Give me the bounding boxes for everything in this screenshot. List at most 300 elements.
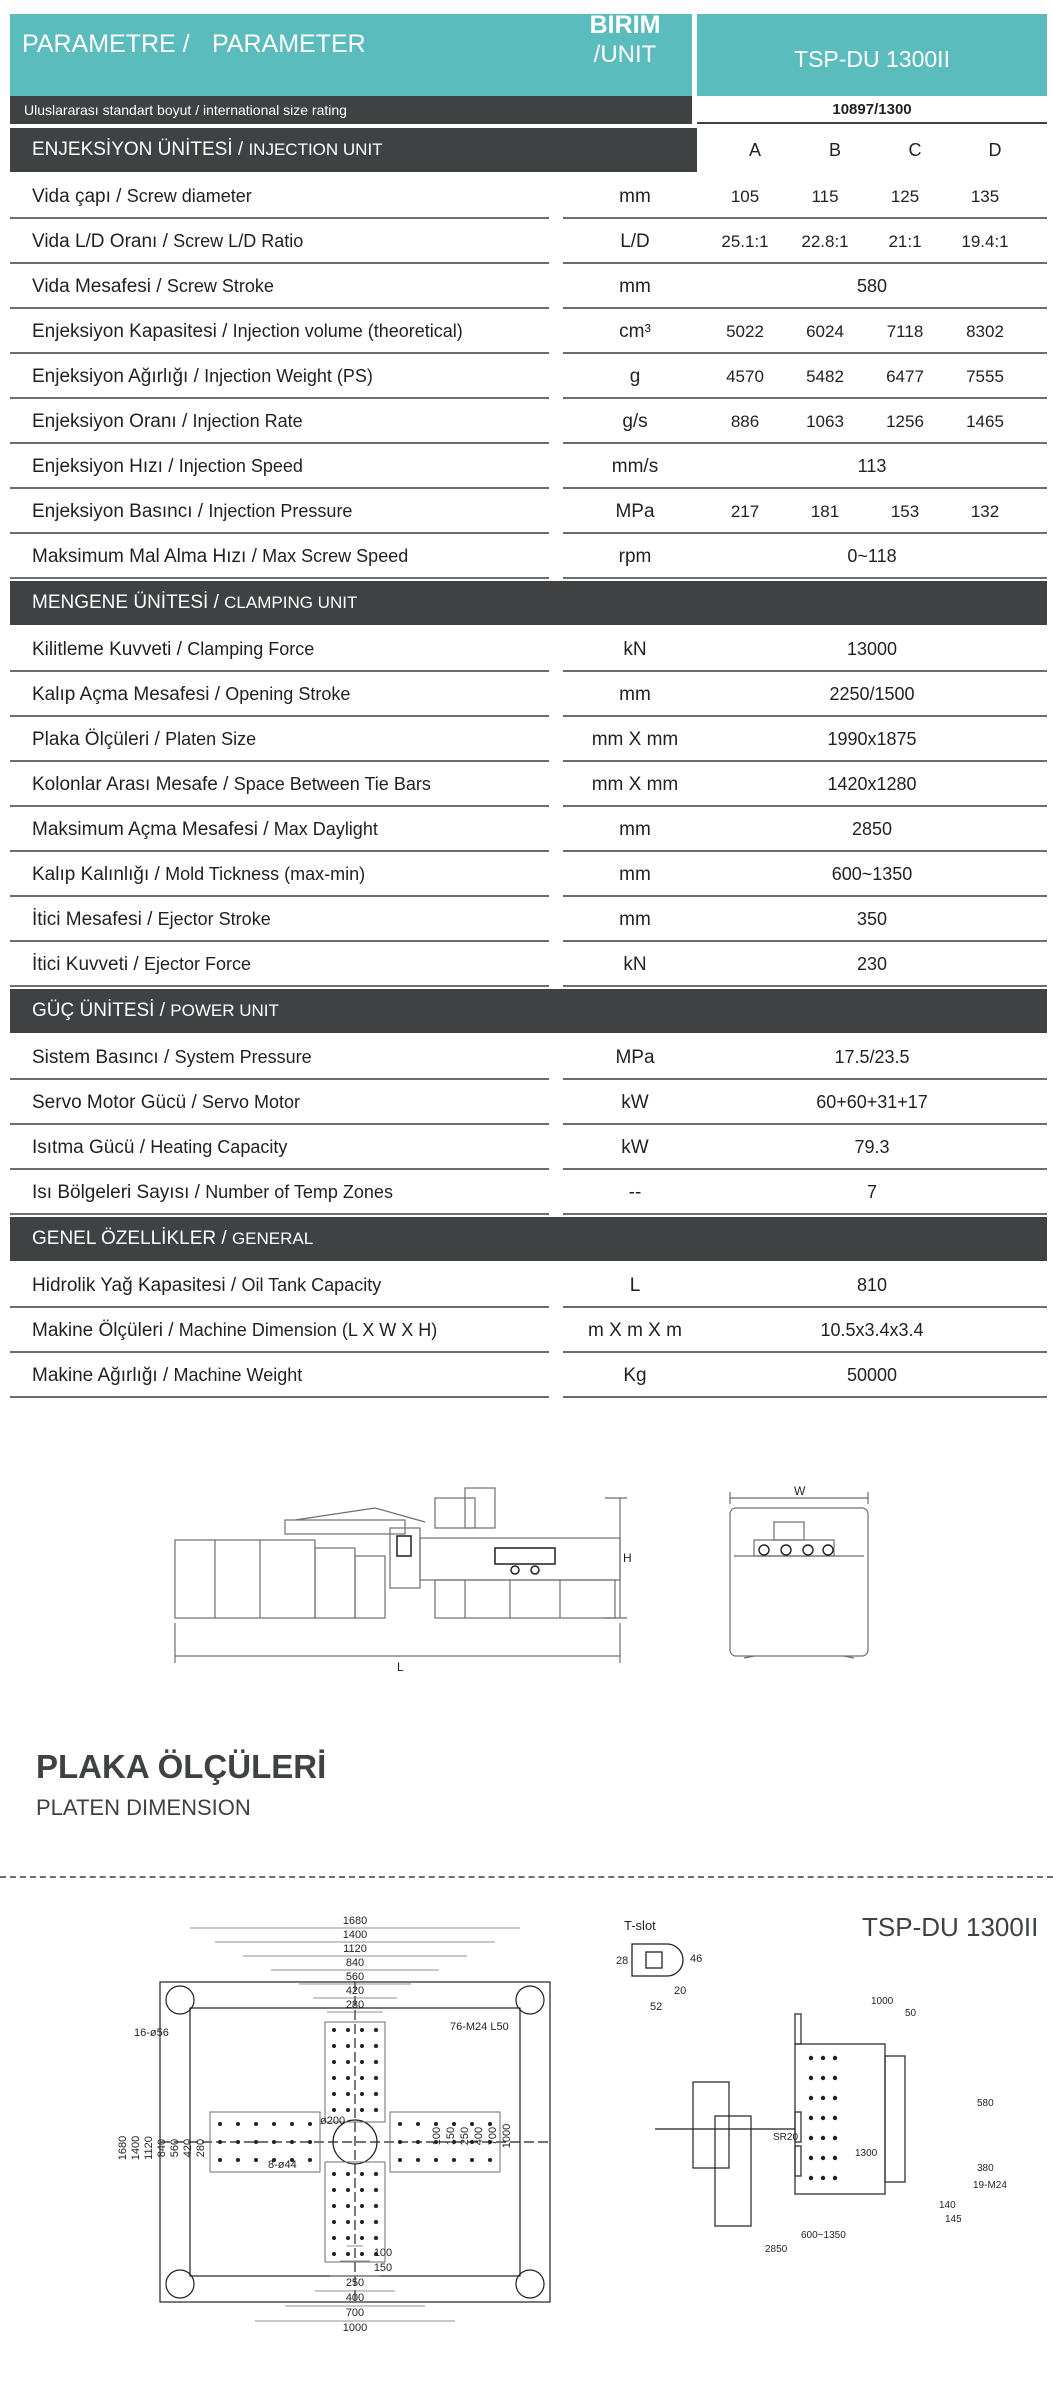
bolt-hole	[488, 2158, 492, 2162]
dim-top-label: 1120	[343, 1943, 367, 1955]
bolt-hole	[374, 2204, 378, 2208]
section-clamping	[10, 581, 1047, 625]
bolt-hole	[452, 2158, 456, 2162]
side-hole	[821, 2096, 825, 2100]
dim-right-label: 400	[473, 2126, 485, 2146]
side-hole	[821, 2056, 825, 2060]
row-value: 0~118	[847, 546, 897, 566]
dim-top-label: 840	[345, 1957, 365, 1969]
platen-title: PLAKA ÖLÇÜLERİ	[36, 1748, 327, 1785]
bolt-hole	[332, 2220, 336, 2224]
side-hole	[809, 2176, 813, 2180]
side-hole	[821, 2116, 825, 2120]
bolt-hole	[346, 2092, 350, 2096]
spec-row	[10, 897, 1047, 942]
side-hole	[809, 2056, 813, 2060]
dim-left-label: 280	[195, 2138, 207, 2158]
bolt-hole	[332, 2236, 336, 2240]
row-label-en: Injection volume (theoretical)	[232, 321, 463, 341]
row-divider	[563, 1396, 699, 1398]
row-label-tr: İtici Mesafesi	[32, 909, 142, 930]
section-injection	[10, 128, 1047, 172]
row-value: 886	[730, 412, 760, 431]
side-hole	[821, 2176, 825, 2180]
bolt-hole	[360, 2028, 364, 2032]
section-title: MENGENE ÜNİTESİ / CLAMPING UNIT	[32, 592, 358, 613]
bolt-hole	[346, 2108, 350, 2112]
row-unit: g/s	[622, 411, 648, 432]
row-value: 115	[811, 187, 839, 206]
side-dim: 140	[939, 2200, 956, 2211]
row-unit: kW	[621, 1092, 649, 1113]
bolt-hole	[346, 2028, 350, 2032]
bolt-hole	[308, 2122, 312, 2126]
platen-note: 8-ø44	[268, 2159, 297, 2171]
bolt-hole	[360, 2220, 364, 2224]
dim-left-label: 1120	[143, 2136, 155, 2160]
bolt-hole	[416, 2158, 420, 2162]
row-label-tr: Isıtma Gücü	[32, 1137, 135, 1158]
bolt-hole	[346, 2172, 350, 2176]
bolt-hole	[434, 2158, 438, 2162]
side-dim: 50	[905, 2008, 917, 2019]
row-label-tr: Maksimum Açma Mesafesi	[32, 819, 258, 840]
row-label: Vida L/D Oranı / Screw L/D Ratio	[32, 231, 304, 252]
dim-top-label: 560	[345, 1971, 365, 1983]
row-label-en: Screw L/D Ratio	[173, 231, 304, 251]
row-label-en: Injection Speed	[178, 456, 303, 476]
row-label: Enjeksiyon Oranı / Injection Rate	[32, 411, 303, 432]
row-value: 19.4:1	[961, 232, 1009, 251]
row-label-tr: Servo Motor Gücü	[32, 1092, 187, 1113]
dim-right-label: 150	[445, 2126, 457, 2146]
dim-top-label: 1680	[342, 1915, 368, 1927]
spec-row	[10, 852, 1047, 897]
row-label: Servo Motor Gücü / Servo Motor	[32, 1092, 301, 1113]
side-dim: 19-M24	[973, 2180, 1007, 2191]
size-rating-label: Uluslararası standart boyut / international size rating	[10, 96, 692, 124]
dim-left-label: 840	[156, 2138, 168, 2158]
row-unit: mm X mm	[591, 729, 679, 750]
bolt-hole	[374, 2172, 378, 2176]
row-label-tr: Kalıp Kalınlığı	[32, 864, 150, 885]
row-label-tr: Isı Bölgeleri Sayısı	[32, 1182, 190, 1203]
bolt-hole	[218, 2140, 222, 2144]
spec-row	[10, 1125, 1047, 1170]
dim-right-label: 250	[459, 2126, 471, 2146]
platen-subtitle: PLATEN DIMENSION	[36, 1795, 251, 1820]
bolt-hole	[346, 2204, 350, 2208]
row-value: 13000	[846, 639, 898, 659]
row-label: Sistem Basıncı / System Pressure	[32, 1047, 312, 1068]
bolt-hole	[398, 2140, 402, 2144]
section-title: GÜÇ ÜNİTESİ / POWER UNIT	[32, 1000, 279, 1021]
dim-right-label: 1000	[501, 2123, 513, 2149]
row-divider	[697, 1213, 1047, 1215]
row-label-en: Machine Dimension (L X W X H)	[178, 1320, 438, 1340]
spec-row	[10, 1263, 1047, 1308]
spec-row	[10, 444, 1047, 489]
side-hole	[833, 2096, 837, 2100]
section-title: ENJEKSİYON ÜNİTESİ / INJECTION UNIT	[32, 139, 383, 160]
bolt-hole	[360, 2108, 364, 2112]
side-hole	[809, 2136, 813, 2140]
header-param-tr: PARAMETRE /	[22, 30, 190, 58]
row-label: Kalıp Açma Mesafesi / Opening Stroke	[32, 684, 351, 705]
spec-row	[10, 1035, 1047, 1080]
row-label-tr: Enjeksiyon Ağırlığı	[32, 366, 189, 387]
bolt-hole	[360, 2092, 364, 2096]
section-title-en: GENERAL	[231, 1229, 314, 1248]
row-label: Kalıp Kalınlığı / Mold Tickness (max-min)	[32, 864, 366, 885]
row-label-en: Injection Weight (PS)	[204, 366, 373, 386]
bolt-hole	[346, 2060, 350, 2064]
row-divider	[10, 577, 549, 579]
row-unit: mm	[619, 684, 651, 705]
bolt-hole	[360, 2060, 364, 2064]
machine-h-label: H	[623, 1551, 632, 1565]
section-title: GENEL ÖZELLİKLER / GENERAL	[32, 1228, 314, 1249]
side-hole	[833, 2176, 837, 2180]
row-label: Enjeksiyon Ağırlığı / Injection Weight (PS)	[32, 366, 373, 387]
side-hole	[821, 2156, 825, 2160]
bolt-hole	[360, 2172, 364, 2176]
bolt-hole	[374, 2220, 378, 2224]
row-unit: kN	[623, 954, 647, 975]
row-divider	[563, 985, 699, 987]
header-unit	[565, 10, 685, 70]
section-title-tr: GENEL ÖZELLİKLER	[32, 1228, 217, 1249]
row-label-tr: Sistem Basıncı	[32, 1047, 159, 1068]
bolt-hole	[346, 2076, 350, 2080]
row-divider	[697, 985, 1047, 987]
row-value: 60+60+31+17	[816, 1092, 928, 1112]
row-label-en: Opening Stroke	[225, 684, 351, 704]
bolt-hole	[416, 2122, 420, 2126]
side-hole	[809, 2096, 813, 2100]
bolt-hole	[290, 2140, 294, 2144]
machine-front-drawing	[724, 1486, 874, 1666]
row-label: Kilitleme Kuvveti / Clamping Force	[32, 639, 315, 660]
platen-model: TSP-DU 1300II	[862, 1912, 1039, 1942]
row-value: 600~1350	[831, 864, 913, 884]
row-label: İtici Kuvveti / Ejector Force	[32, 954, 251, 975]
dim-left-label: 560	[169, 2138, 181, 2158]
row-unit: m X m X m	[588, 1320, 682, 1341]
dim-left-label: 1680	[117, 2135, 129, 2161]
row-value: 21:1	[888, 232, 922, 251]
bolt-hole	[374, 2060, 378, 2064]
row-unit: mm	[619, 276, 651, 297]
section-divider	[0, 1876, 1053, 1878]
platen-note: 16-ø56	[134, 2027, 169, 2039]
spec-header	[0, 0, 1053, 95]
row-label: İtici Mesafesi / Ejector Stroke	[32, 909, 271, 930]
bolt-hole	[398, 2122, 402, 2126]
row-unit: L/D	[620, 231, 650, 252]
bolt-hole	[236, 2158, 240, 2162]
spec-row	[10, 1080, 1047, 1125]
side-dim: 2850	[765, 2244, 788, 2255]
row-label: Makine Ölçüleri / Machine Dimension (L X W X H)	[32, 1320, 438, 1341]
row-divider	[697, 577, 1047, 579]
row-value: 105	[730, 187, 760, 206]
spec-row	[10, 354, 1047, 399]
row-label-en: Injection Rate	[192, 411, 303, 431]
side-hole	[833, 2116, 837, 2120]
row-label-en: Space Between Tie Bars	[233, 774, 431, 794]
spec-row	[10, 264, 1047, 309]
bolt-hole	[360, 2236, 364, 2240]
bolt-hole	[332, 2188, 336, 2192]
bolt-hole	[332, 2172, 336, 2176]
dim-right-label: 700	[487, 2126, 499, 2146]
row-label: Hidrolik Yağ Kapasitesi / Oil Tank Capacity	[32, 1275, 382, 1296]
spec-row	[10, 672, 1047, 717]
bolt-hole	[332, 2108, 336, 2112]
row-value: 7555	[966, 367, 1004, 386]
row-unit: MPa	[615, 501, 655, 522]
row-unit: cm³	[619, 321, 651, 342]
row-value: 17.5/23.5	[834, 1047, 910, 1067]
row-label-tr: Plaka Ölçüleri	[32, 729, 150, 750]
spec-row	[10, 174, 1047, 219]
row-value: 6024	[806, 322, 844, 341]
row-label-tr: Enjeksiyon Oranı	[32, 411, 177, 432]
row-value: 79.3	[854, 1137, 890, 1157]
bolt-hole	[254, 2158, 258, 2162]
dim-left-label: 1400	[130, 2135, 142, 2161]
tslot-dim: 46	[690, 1953, 703, 1965]
row-label-en: Mold Tickness (max-min)	[165, 864, 366, 884]
side-dim: 580	[977, 2098, 994, 2109]
row-label: Maksimum Mal Alma Hızı / Max Screw Speed	[32, 546, 409, 567]
row-label-en: Machine Weight	[173, 1365, 303, 1385]
row-value: 6477	[886, 367, 924, 386]
side-dim: 1000	[871, 1996, 894, 2007]
row-unit: Kg	[623, 1365, 647, 1386]
row-label-tr: Vida çapı	[32, 186, 111, 207]
bolt-hole	[360, 2204, 364, 2208]
row-label: Makine Ağırlığı / Machine Weight	[32, 1365, 303, 1386]
bolt-hole	[218, 2158, 222, 2162]
column-header: C	[908, 140, 922, 160]
tslot-dim: 52	[650, 2001, 663, 2013]
spec-row	[10, 717, 1047, 762]
row-value: 25.1:1	[721, 232, 769, 251]
row-label-tr: Enjeksiyon Hızı	[32, 456, 163, 477]
platen-note: ø200	[320, 2115, 346, 2127]
bolt-hole	[374, 2236, 378, 2240]
dim-top-label: 280	[345, 1999, 365, 2011]
row-label-en: Clamping Force	[187, 639, 315, 659]
bolt-hole	[290, 2122, 294, 2126]
side-hole	[833, 2056, 837, 2060]
machine-side-drawing	[165, 1478, 635, 1678]
row-value: 2850	[851, 819, 893, 839]
side-dim: 380	[977, 2163, 994, 2174]
platen-front-drawing	[117, 1912, 590, 2352]
row-label-tr: Vida Mesafesi	[32, 276, 151, 297]
row-unit: --	[628, 1182, 642, 1203]
side-hole	[809, 2076, 813, 2080]
row-unit: kN	[623, 639, 647, 660]
row-label: Vida Mesafesi / Screw Stroke	[32, 276, 274, 297]
spec-row	[10, 309, 1047, 354]
row-label: Enjeksiyon Kapasitesi / Injection volume (theoretical)	[32, 321, 463, 342]
row-label-tr: Kilitleme Kuvveti	[32, 639, 172, 660]
row-value: 7	[866, 1182, 877, 1202]
row-unit: kW	[621, 1137, 649, 1158]
section-title-tr: ENJEKSİYON ÜNİTESİ	[32, 139, 233, 160]
row-label: Isıtma Gücü / Heating Capacity	[32, 1137, 288, 1158]
row-divider	[563, 1213, 699, 1215]
bolt-hole	[346, 2188, 350, 2192]
spec-row	[10, 219, 1047, 264]
side-hole	[833, 2136, 837, 2140]
row-label-tr: Enjeksiyon Kapasitesi	[32, 321, 217, 342]
row-unit: mm/s	[611, 456, 659, 477]
bolt-hole	[374, 2092, 378, 2096]
row-value: 1256	[886, 412, 924, 431]
side-hole	[809, 2156, 813, 2160]
spec-row	[10, 942, 1047, 987]
row-divider	[10, 1213, 549, 1215]
row-label-en: Number of Temp Zones	[205, 1182, 393, 1202]
size-rating-row	[10, 96, 1047, 124]
section-power	[10, 989, 1047, 1033]
bolt-hole	[346, 2044, 350, 2048]
machine-w-label: W	[794, 1484, 806, 1498]
row-label-en: Oil Tank Capacity	[241, 1275, 382, 1295]
row-value: 4570	[726, 367, 764, 386]
row-value: 2250/1500	[829, 684, 915, 704]
bolt-hole	[332, 2092, 336, 2096]
row-value: 135	[970, 187, 1000, 206]
row-unit: mm	[619, 186, 651, 207]
row-label-en: System Pressure	[174, 1047, 312, 1067]
side-hole	[821, 2076, 825, 2080]
row-label-en: Ejector Force	[143, 954, 251, 974]
row-label: Kolonlar Arası Mesafe / Space Between Tie Bars	[32, 774, 431, 795]
bolt-hole	[374, 2076, 378, 2080]
bolt-hole	[308, 2158, 312, 2162]
spec-row	[10, 399, 1047, 444]
bolt-hole	[360, 2252, 364, 2256]
row-unit: mm X mm	[591, 774, 679, 795]
row-value: 810	[856, 1275, 888, 1295]
row-value: 5022	[726, 322, 764, 341]
bolt-hole	[470, 2122, 474, 2126]
row-value: 132	[970, 502, 1000, 521]
side-hole	[833, 2076, 837, 2080]
row-label-tr: Enjeksiyon Basıncı	[32, 501, 193, 522]
row-value: 5482	[806, 367, 844, 386]
row-unit: mm	[619, 819, 651, 840]
row-value: 217	[730, 502, 760, 521]
section-title-en: POWER UNIT	[170, 1001, 279, 1020]
row-label-en: Platen Size	[165, 729, 257, 749]
row-divider	[563, 577, 699, 579]
bolt-hole	[332, 2076, 336, 2080]
bolt-hole	[374, 2044, 378, 2048]
spec-row	[10, 1170, 1047, 1215]
side-dim: 1300	[855, 2148, 878, 2159]
dim-top-label: 1400	[342, 1929, 368, 1941]
row-value: 113	[857, 456, 887, 476]
row-value: 230	[856, 954, 888, 974]
bolt-hole	[398, 2158, 402, 2162]
bolt-hole	[374, 2188, 378, 2192]
row-value: 8302	[966, 322, 1004, 341]
section-title-en: INJECTION UNIT	[248, 140, 383, 159]
side-hole	[821, 2136, 825, 2140]
bolt-hole	[236, 2122, 240, 2126]
bolt-hole	[254, 2140, 258, 2144]
row-unit: rpm	[618, 546, 652, 567]
bolt-hole	[272, 2122, 276, 2126]
row-label: Isı Bölgeleri Sayısı / Number of Temp Zones	[32, 1182, 393, 1203]
row-unit: mm	[619, 909, 651, 930]
section-title-en: CLAMPING UNIT	[224, 593, 358, 612]
row-value: 1465	[966, 412, 1004, 431]
row-label-tr: Makine Ağırlığı	[32, 1365, 158, 1386]
spec-row	[10, 762, 1047, 807]
row-label: Vida çapı / Screw diameter	[32, 186, 252, 207]
bolt-hole	[346, 2220, 350, 2224]
bolt-hole	[360, 2188, 364, 2192]
spec-row	[10, 1353, 1047, 1398]
row-label-tr: Hidrolik Yağ Kapasitesi	[32, 1275, 226, 1296]
row-label-tr: Maksimum Mal Alma Hızı	[32, 546, 247, 567]
dim-left-label: 420	[182, 2138, 194, 2158]
bolt-hole	[374, 2108, 378, 2112]
platen-side-drawing	[655, 1996, 1035, 2255]
bolt-hole	[254, 2122, 258, 2126]
row-unit: MPa	[615, 1047, 655, 1068]
dim-bottom-label: 700	[345, 2307, 365, 2319]
header-param-en: PARAMETER	[212, 30, 366, 58]
column-header: A	[748, 140, 761, 160]
row-label-en: Screw Stroke	[166, 276, 274, 296]
header-model: TSP-DU 1300II	[794, 46, 950, 72]
row-value: 1420x1280	[827, 774, 917, 794]
row-unit: g	[629, 366, 641, 387]
row-value: 580	[856, 276, 888, 296]
row-label-tr: Makine Ölçüleri	[32, 1320, 163, 1341]
row-value: 181	[810, 502, 840, 521]
row-label-en: Screw diameter	[126, 186, 252, 206]
bolt-hole	[452, 2122, 456, 2126]
bolt-hole	[332, 2252, 336, 2256]
column-header: D	[988, 140, 1002, 160]
row-label-tr: Kolonlar Arası Mesafe	[32, 774, 218, 795]
platen-note: 76-M24 L50	[450, 2021, 509, 2033]
bolt-hole	[416, 2140, 420, 2144]
row-label-tr: Kalıp Açma Mesafesi	[32, 684, 210, 705]
section-general	[10, 1217, 1047, 1261]
bolt-hole	[332, 2204, 336, 2208]
section-columns	[697, 128, 1047, 172]
row-value: 50000	[846, 1365, 898, 1385]
dim-bottom-label: 400	[345, 2292, 365, 2304]
dim-bottom-label: 100	[373, 2247, 393, 2259]
row-label-en: Servo Motor	[202, 1092, 301, 1112]
section-title-tr: MENGENE ÜNİTESİ	[32, 592, 209, 613]
row-value: 10.5x3.4x3.4	[820, 1320, 924, 1340]
machine-l-label: L	[397, 1660, 404, 1674]
bolt-hole	[488, 2122, 492, 2126]
